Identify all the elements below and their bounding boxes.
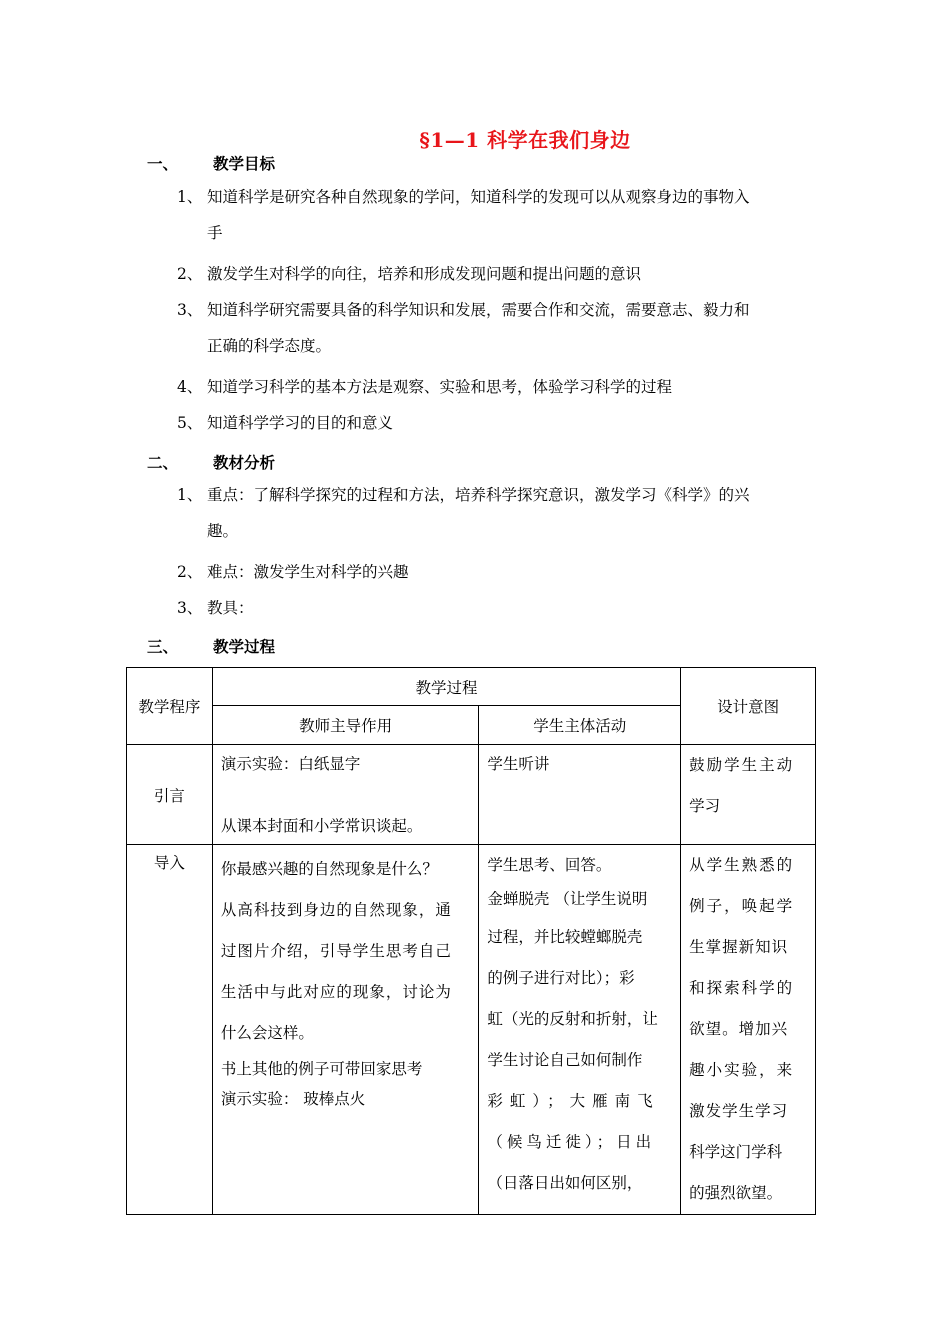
item-text-line: 正确的科学态度。 (207, 337, 332, 355)
item-text-line: 知道科学研究需要具备的科学知识和发展，需要合作和交流，需要意志、毅力和 (207, 301, 750, 319)
cell-line: 学生思考、回答。 (487, 856, 612, 874)
cell-program: 引言 (127, 745, 213, 845)
item-number: 3、 (177, 599, 203, 617)
section-title: 教学过程 (213, 637, 276, 656)
cell-teacher (212, 845, 479, 1215)
document-title: §1—1 科学在我们身边 (419, 128, 631, 152)
cell-line: 的强烈欲望。 (689, 1184, 783, 1202)
section-heading-analysis (147, 451, 275, 473)
cell-line: 学生讨论自己如何制作 (487, 1051, 643, 1069)
table-header-row (127, 668, 816, 706)
header-program: 教学程序 (127, 668, 213, 745)
list-item (177, 405, 817, 441)
item-number: 4、 (177, 378, 203, 396)
cell-line: 演示实验：白纸显字 (220, 755, 361, 773)
cell-student (479, 745, 681, 845)
item-number: 5、 (177, 414, 203, 432)
cell-line: 的例子进行对比）；彩 (487, 969, 635, 987)
cell-design (681, 745, 816, 845)
section-title: 教学目标 (213, 154, 276, 173)
section-number: 三、 (147, 637, 179, 656)
header-teacher: 教师主导作用 (212, 706, 479, 745)
item-text-line: 知道科学学习的目的和意义 (207, 414, 394, 432)
item-number: 3、 (177, 301, 203, 319)
section-title: 教材分析 (213, 453, 276, 472)
item-text-line: 趣。 (207, 522, 239, 540)
cell-line: 趣小实验，来 (689, 1061, 795, 1079)
cell-line: 生活中与此对应的现象，讨论为 (220, 983, 452, 1001)
list-item (177, 369, 817, 405)
cell-teacher (212, 745, 479, 845)
cell-line: 彩虹）；大雁南飞 (487, 1092, 660, 1110)
section-number: 二、 (147, 453, 179, 472)
cell-line: 激发学生学习 (689, 1102, 789, 1120)
cell-line: 你最感兴趣的自然现象是什么？ (220, 860, 438, 878)
cell-line: 书上其他的例子可带回家思考 (220, 1060, 423, 1078)
list-item (177, 590, 817, 626)
cell-line: 学生听讲 (487, 755, 550, 773)
cell-line: 科学这门学科 (689, 1143, 783, 1161)
cell-line: 金蝉脱壳 （让学生说明 (487, 890, 648, 908)
header-student: 学生主体活动 (479, 706, 681, 745)
cell-design (681, 845, 816, 1215)
cell-line: 学习 (689, 797, 721, 815)
cell-line: 生掌握新知识 (689, 938, 789, 956)
cell-line: 鼓励学生主动 (689, 756, 795, 774)
cell-line: 过图片介绍，引导学生思考自己 (220, 942, 452, 960)
cell-line: 例子，唤起学 (689, 897, 795, 915)
item-text-line: 教具： (207, 599, 254, 617)
cell-line: 从学生熟悉的 (689, 856, 795, 874)
list-item (177, 179, 817, 251)
header-process: 教学过程 (212, 668, 680, 706)
item-text-line: 手 (207, 224, 223, 242)
item-number: 1、 (177, 188, 203, 206)
item-text-line: 知道科学是研究各种自然现象的学问，知道科学的发现可以从观察身边的事物入 (207, 188, 750, 206)
cell-student (479, 845, 681, 1215)
cell-line: 从高科技到身边的自然现象，通 (220, 901, 452, 919)
table-row (127, 845, 816, 1215)
cell-program: 导入 (127, 845, 213, 1215)
lesson-process-table (126, 667, 816, 1215)
cell-line: 演示实验： 玻棒点火 (220, 1090, 366, 1108)
cell-line: 什么会这样。 (220, 1024, 314, 1042)
item-text-line: 难点：激发学生对科学的兴趣 (207, 563, 409, 581)
table-row (127, 745, 816, 845)
section-heading-process (147, 635, 275, 657)
cell-line: （候鸟迁徙）；日出 (487, 1133, 656, 1151)
cell-line: （日落日出如何区别， (487, 1174, 643, 1192)
list-item (177, 554, 817, 590)
item-number: 2、 (177, 563, 203, 581)
section-heading-objectives (147, 152, 275, 174)
item-number: 1、 (177, 486, 203, 504)
cell-line: 从课本封面和小学常识谈起。 (220, 817, 423, 835)
cell-line: 虹（光的反射和折射，让 (487, 1010, 658, 1028)
item-text-line: 知道学习科学的基本方法是观察、实验和思考，体验学习科学的过程 (207, 378, 673, 396)
item-text-line: 重点：了解科学探究的过程和方法，培养科学探究意识，激发学习《科学》的兴 (207, 486, 750, 504)
item-text-line: 激发学生对科学的向往，培养和形成发现问题和提出问题的意识 (207, 265, 642, 283)
header-design: 设计意图 (681, 668, 816, 745)
list-item (177, 292, 817, 364)
cell-line: 过程，并比较螳螂脱壳 (487, 928, 643, 946)
section-number: 一、 (147, 154, 179, 173)
list-item (177, 477, 817, 549)
cell-line: 欲望。增加兴 (689, 1020, 789, 1038)
item-number: 2、 (177, 265, 203, 283)
cell-line: 和探索科学的 (689, 979, 795, 997)
list-item (177, 256, 817, 292)
